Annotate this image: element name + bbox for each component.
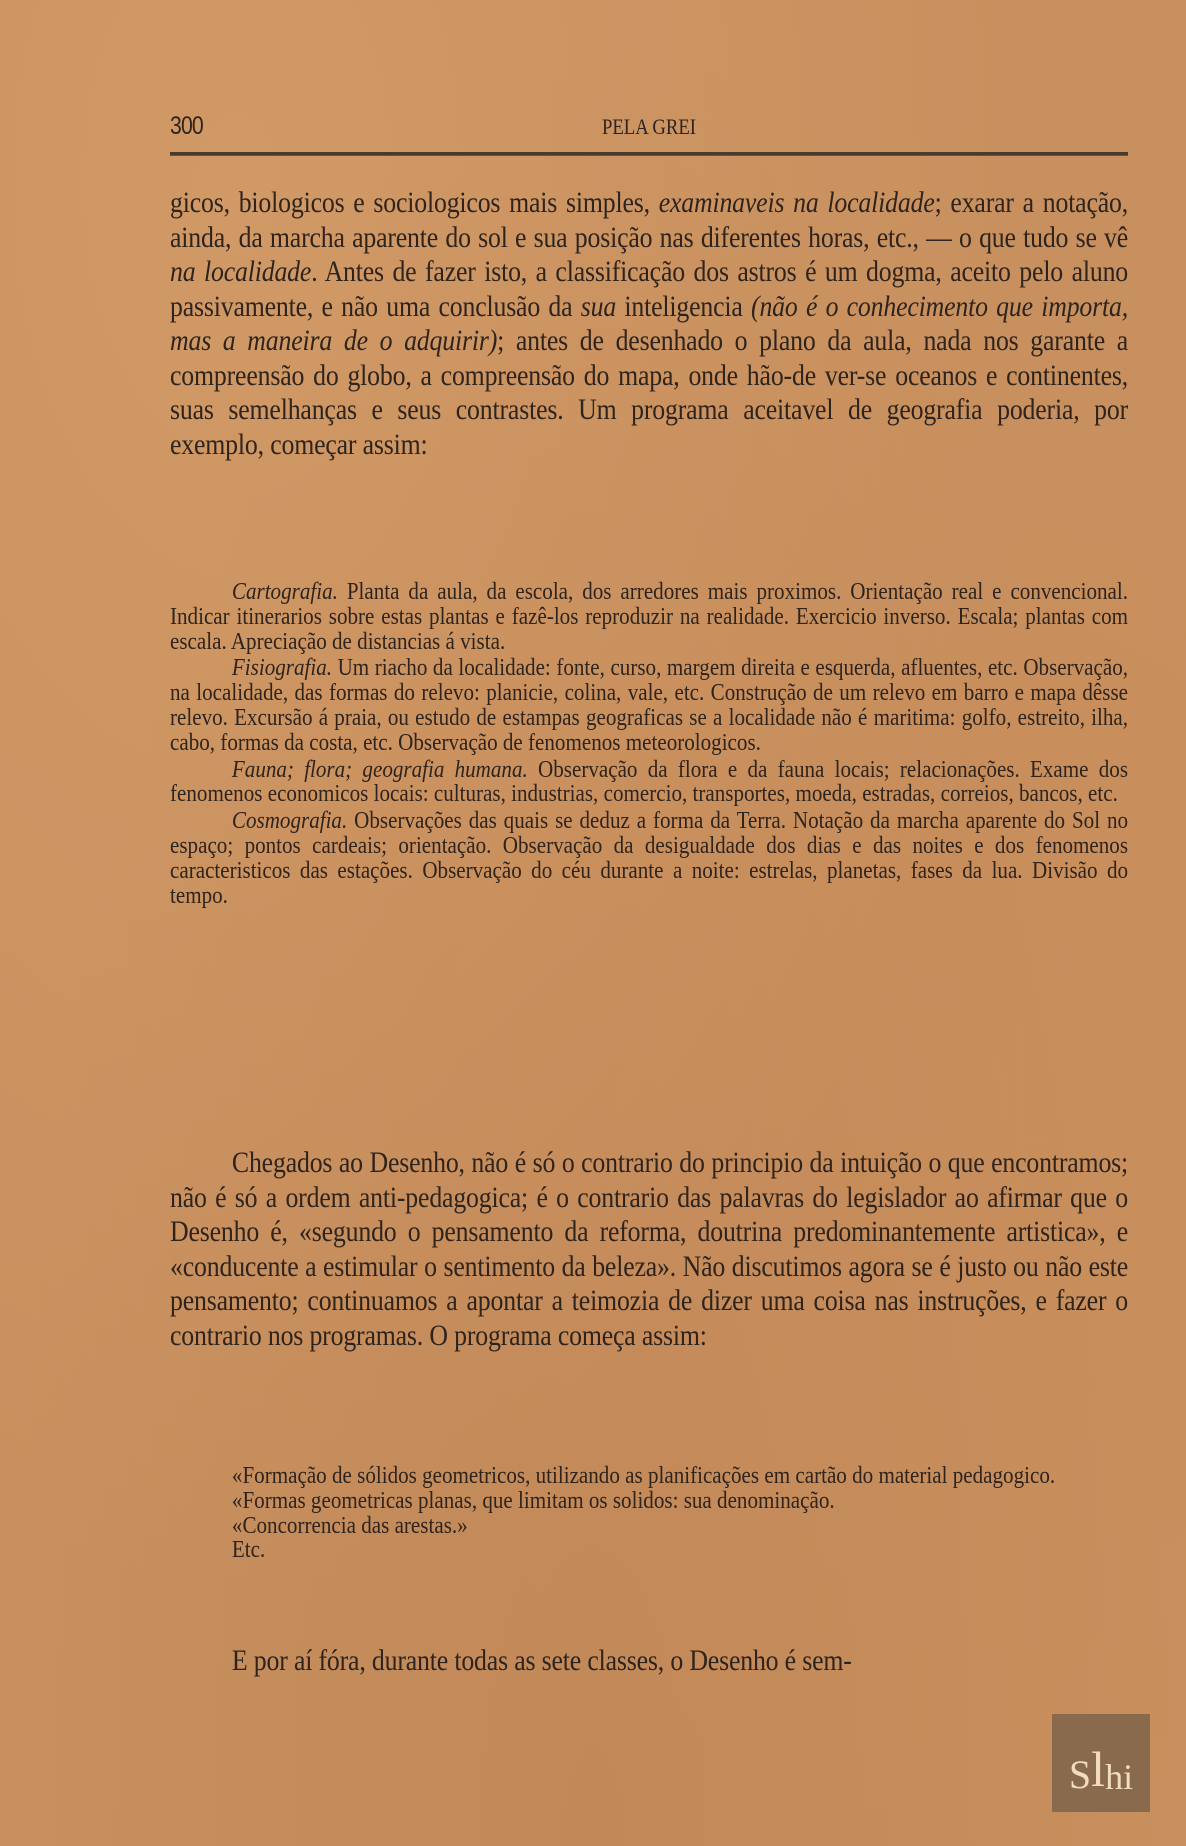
italic-run: na localidade: [170, 255, 312, 288]
quote-line: Etc.: [231, 1536, 266, 1564]
section-title: Fauna; flora; geografia humana.: [231, 755, 528, 783]
paragraph-2: [170, 1146, 1128, 1353]
logo-letter: hi: [1105, 1757, 1134, 1797]
section-cosmografia: [170, 809, 1128, 908]
section-title: Fisiografia.: [231, 654, 333, 682]
section-text: Planta da aula, da escola, dos arredores mais proximos. Orientação real e convencional. Indicar itinerarios sobre estas plantas e fazê-los reproduzir na realidade. Exercicio inverso. Escala; plantas com escala. Apreciação de distancias á vista.: [170, 578, 1129, 655]
text-run: . Antes de fazer isto, a classificação dos astros é um dogma, aceito pelo aluno passivamente, e não uma conclusão da: [170, 255, 1129, 323]
library-logo: [1052, 1714, 1150, 1812]
quote-list: [170, 1464, 1128, 1563]
logo-letter: S: [1068, 1752, 1092, 1797]
text-run: inteligencia: [616, 289, 752, 323]
paragraph-3: [170, 1644, 1128, 1679]
text-run: ; exarar a notação, ainda, da marcha aparente do sol e sua posição nas diferentes horas, etc., — o que tudo se vê: [170, 186, 1129, 254]
program-list: [170, 580, 1128, 908]
quote-line: «Formas geometricas planas, que limitam os solidos: sua denominação.: [231, 1486, 835, 1514]
section-title: Cosmografia.: [231, 807, 348, 835]
text-run: gicos, biologicos e sociologicos mais simples,: [170, 186, 659, 219]
section-text: Observação da flora e da fauna locais; relacionações. Exame dos fenomenos economicos locais: culturas, industrias, comercio, transportes, moeda, estradas, correios, bancos, etc.: [170, 755, 1129, 808]
body-paragraph: Chegados ao Desenho, não é só o contrario do principio da intuição o que encontramos; não é só a ordem anti-pedagogica; é o contrario das palavras do legislador ao afirmar que o Desenho é, «segundo o pensamento da reforma, doutrina predominantemente artistica», e «conducente a estimular o sentimento da beleza». Não discutimos agora se é justo ou não este pensamento; continuamos a apontar a teimozia de dizer uma coisa nas instruções, e fazer o contrario nos programas. O programa começa assim:: [170, 1146, 1129, 1352]
logo-letter: l: [1091, 1741, 1106, 1797]
italic-run: sua: [580, 289, 617, 323]
italic-run: examinaveis na localidade: [658, 186, 935, 219]
section-fauna: [170, 755, 1129, 808]
italic-run: (não é o conhecimento que importa, mas a maneira de o adquirir): [170, 289, 1129, 357]
text-run: ; antes de desenhado o plano da aula, nada nos garante a compreensão do globo, a compreensão do mapa, onde hão-de ver-se oceanos e continentes, suas semelhanças e seus contrastes. Um programa aceitavel de geografia poderia, por exemplo, começar assim:: [170, 324, 1129, 461]
body-paragraph: [170, 186, 1128, 462]
section-text: Observações das quais se deduz a forma da Terra. Notação da marcha aparente do Sol no espaço; pontos cardeais; orientação. Observação da desigualdade dos dias e das noites e dos fenomenos caracteristicos das estações. Observação do céu durante a noite: estrelas, planetas, fases da lua. Divisão do tempo.: [170, 807, 1129, 909]
section-title: Cartografia.: [231, 578, 338, 605]
body-paragraph: E por aí fóra, durante todas as sete classes, o Desenho é sem-: [231, 1644, 852, 1677]
quote-line: «Formação de sólidos geometricos, utilizando as planificações em cartão do material pedagogico.: [231, 1462, 1056, 1489]
quote-line: «Concorrencia das arestas.»: [231, 1511, 468, 1539]
section-cartografia: [170, 580, 1128, 654]
section-text: Um riacho da localidade: fonte, curso, margem direita e esquerda, afluentes, etc. Observação, na localidade, das formas do relevo: planicie, colina, vale, etc. Construção de um relevo em barro e mapa dêsse relevo. Excursão á praia, ou estudo de estampas geograficas se a localidade não é maritima: golfo, estreito, ilha, cabo, formas da costa, etc. Observação de fenomenos meteorologicos.: [170, 654, 1129, 756]
header-rule: [170, 152, 1128, 156]
section-fisiografia: [170, 656, 1128, 755]
paragraph-1: [170, 186, 1128, 462]
page-header: [170, 112, 1128, 148]
page-number: 300: [170, 112, 203, 140]
running-title: PELA GREI: [601, 114, 697, 139]
